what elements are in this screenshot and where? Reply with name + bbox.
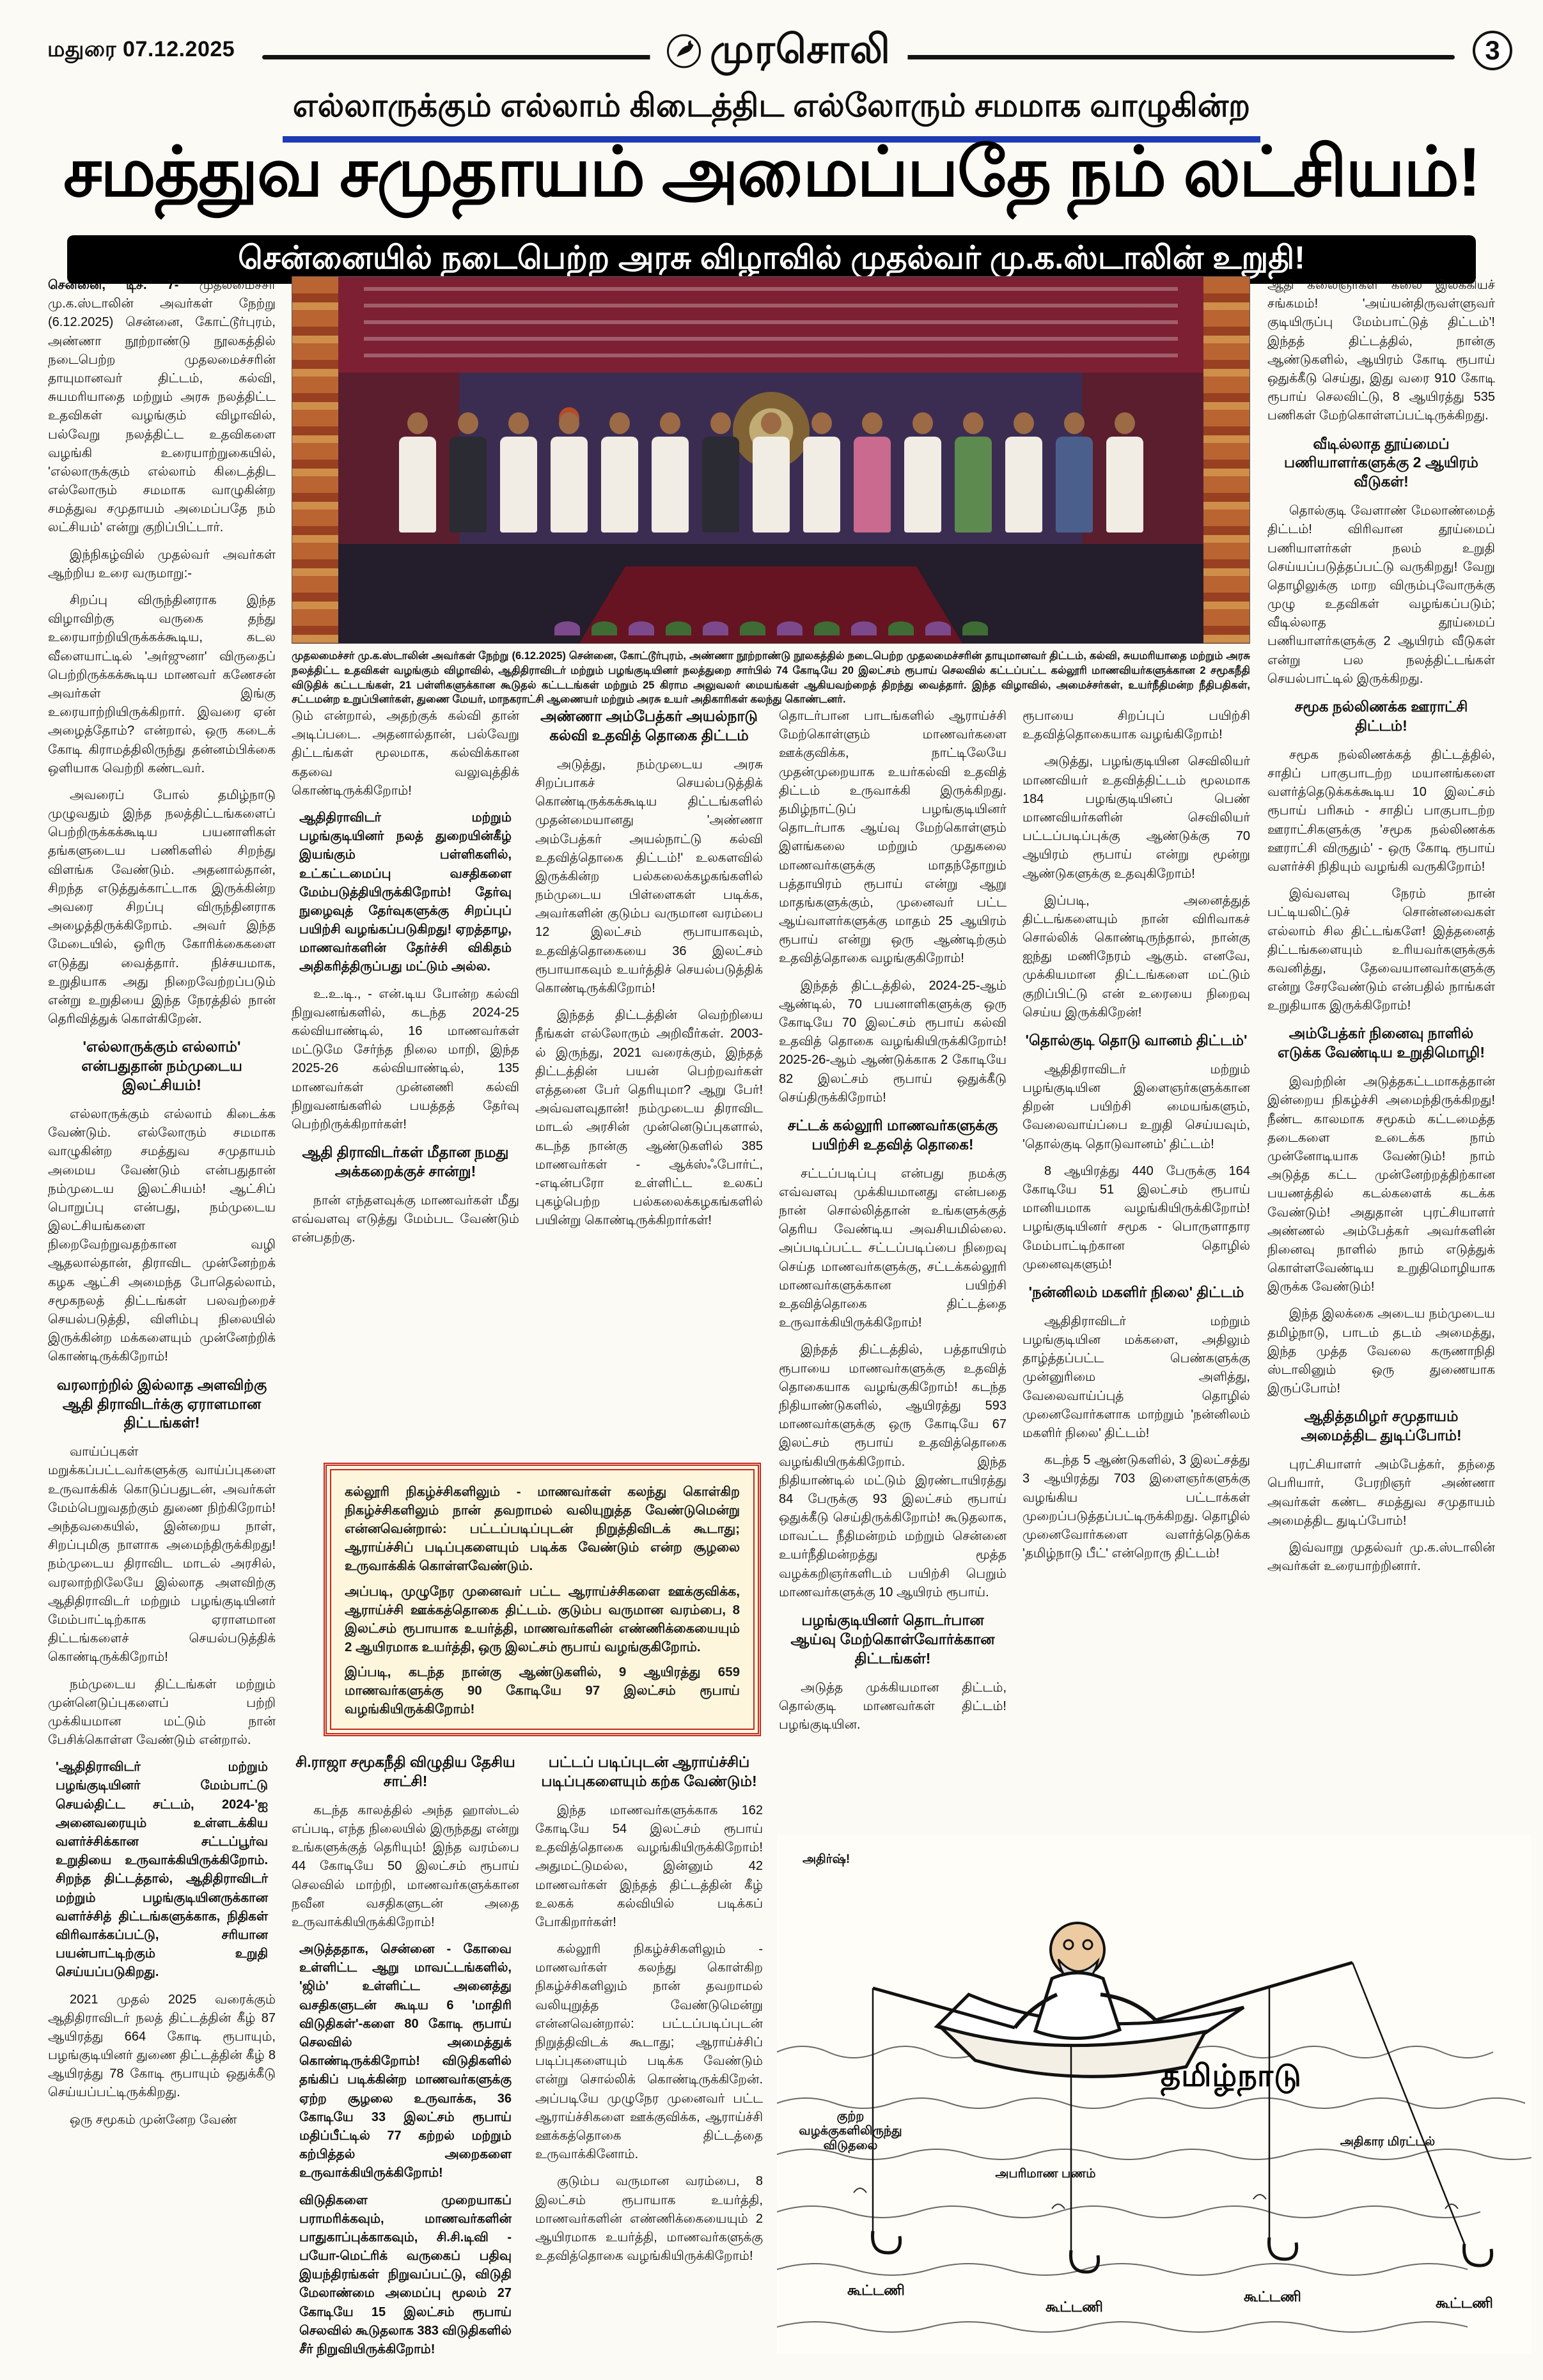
column-subhead: 'எல்லாருக்கும் எல்லாம்' என்பதுதான் நம்முடைய இலட்சியம்! bbox=[81, 1038, 242, 1094]
column-subhead: சட்டக் கல்லூரி மாணவர்களுக்கு பயிற்சி உதவித் தொகை! bbox=[787, 1116, 998, 1153]
body-paragraph: வாய்ப்புகள் மறுக்கப்பட்டவர்களுக்கு வாய்ப்புகளை உருவாக்கிக் கொடுப்பதுடன், அவர்கள் மேம்பெறுவதற்கும் துணை நிற்கிறோம்! அந்தவகையில், இன்றைய நாள், சிறப்புமிகு நாளாக அமைந்திருக்கிறது! நம்முடைய திராவிட மாடல் அரசில், வரலாற்றிலேயே இல்லாத அளவிற்கு ஆதிதிராவிடர் மற்றும் பழங்குடியினர் மேம்பாட்டிற்காக ஏராளமான திட்டங்களைச் செயல்படுத்திக் கொண்டிருக்கிறோம்! bbox=[48, 1445, 276, 1665]
column-3-lower bbox=[535, 1753, 763, 2365]
header-rule-left bbox=[262, 55, 655, 59]
body-paragraph: நான் எந்தளவுக்கு மாணவர்கள் மீது எவ்வளவு எடுத்து மேம்பட வேண்டும் என்பதற்கு. bbox=[292, 1193, 519, 1245]
body-paragraph: கல்லூரி நிகழ்ச்சிகளிலும் - மாணவர்கள் கலந்து கொள்கிற நிகழ்ச்சிகளிலும் நான் தவறாமல் வலியுறுத்த வேண்டுமென்று என்னவென்றால்: பட்டப்படிப்புடன் நிறுத்திவிடக் கூடாது; ஆராய்ச்சிப் படிப்புகளையும் படிக்க வேண்டும் என்று சொல்லிக் கொண்டிருக்கிறேன். அப்படியே முழுநேர முனைவர் பட்ட ஆராய்ச்சிகளை ஊக்குவிக்க, ஆராய்ச்சி ஊக்கத்தொகை திட்டத்தை உருவாக்கினோம். bbox=[535, 1942, 763, 2162]
body-paragraph: கடந்த 5 ஆண்டுகளில், 3 இலட்சத்து 3 ஆயிரத்து 703 இளைஞர்களுக்கு வழங்கிய பட்டாக்கள் முறைப்படுத்தப்பட்டிருக்கிறது. தொழில் முனைவோர்களை வளர்த்தெடுக்க 'தமிழ்நாடு பீட்' என்றொரு திட்டம்! bbox=[1022, 1453, 1250, 1561]
body-paragraph-bold: 'ஆதிதிராவிடர் மற்றும் பழங்குடியினர் மேம்பாட்டு செயல்திட்ட சட்டம், 2024-'ஐ அனைவரையும் உள்ளடக்கிய வளர்ச்சிக்கான சட்டப்பூர்வ உறுதியை உருவாக்கியிருக்கிறோம். சிறந்த திட்டத்தால், ஆதிதிராவிடர் மற்றும் பழங்குடியினருக்கான வளர்ச்சித் திட்டங்களுக்காக, நிதிகள் விரிவாக்கப்பட்டு, சரியான பயன்பாட்டிற்கும் உறுதி செய்யப்படுகிறது. bbox=[56, 1760, 268, 1980]
page-number: 3 bbox=[1473, 31, 1512, 70]
column-subhead: பழங்குடியினர் தொடர்பான ஆய்வு மேற்கொள்வோர்க்கான திட்டங்கள்! bbox=[790, 1612, 995, 1667]
main-headline: சமத்துவ சமுதாயம் அமைப்பதே நம் லட்சியம்! bbox=[63, 133, 1480, 210]
cartoon-label-hook: கூட்டணி bbox=[1436, 2295, 1493, 2311]
cartoon-label-hook: கூட்டணி bbox=[1046, 2299, 1103, 2315]
body-paragraph: குடும்ப வருமான வரம்பை, 8 இலட்சம் ரூபாயாக உயர்த்தி, மாணவர்களின் எண்ணிக்கையையும் 2 ஆயிரமாக உயர்த்தி, மாணவர்களுக்கு உதவித்தொகை வழங்கியிருக்கிறோம்! bbox=[535, 2174, 763, 2264]
cartoon-label-bait-right: அதிகார மிரட்டல் bbox=[1340, 2135, 1436, 2149]
sub-headline-bar: சென்னையில் நடைபெற்ற அரசு விழாவில் முதல்வர் மு.க.ஸ்டாலின் உறுதி! bbox=[67, 235, 1476, 284]
column-subhead: 'தொல்குடி தொடு வானம் திட்டம்' bbox=[1025, 1032, 1248, 1048]
column-3-upper bbox=[535, 707, 763, 1456]
body-paragraph: அடுத்த முக்கியமான திட்டம், தொல்குடி மாணவர்கள் திட்டம்! பழங்குடியின. bbox=[779, 1680, 1006, 1732]
page-header bbox=[45, 27, 1512, 77]
cartoon-label-hook: கூட்டணி bbox=[1244, 2289, 1301, 2305]
stage-banner bbox=[338, 277, 1203, 373]
masthead bbox=[650, 27, 907, 78]
body-paragraph: இந்த இலக்கை அடைய நம்முடைய தமிழ்நாடு, பாடம் தடம் அமைத்து, இந்த முத்த வேலை கருணாநிதி ஸ்டாலினும் ஒரு துணையாக இருப்போம்! bbox=[1267, 1307, 1495, 1396]
highlight-paragraph: இப்படி, கடந்த நான்கு ஆண்டுகளில், 9 ஆயிரத்து 659 மாணவர்களுக்கு 90 கோடியே 97 இலட்சம் ரூபாய் வழங்கியிருக்கிறோம்! bbox=[345, 1664, 740, 1717]
body-paragraph: உ.உ.டி., - என்.டிய போன்ற கல்வி நிறுவனங்களில், கடந்த 2024-25 கல்வியாண்டில், 16 மாணவர்கள் மட்டுமே சேர்ந்த நிலை மாறி, இந்த 2025-26 கல்வியாண்டில், 135 மாணவர்கள் முன்னணி கல்வி நிறுவனங்களில் பயத்தத் தேர்வு பெற்றிருக்கிறார்கள்! bbox=[292, 986, 519, 1132]
cartoon-label-bait-left: குற்ற வழக்குகளிலிருந்து விடுதலை bbox=[799, 2110, 902, 2152]
body-paragraph: அடுத்து, நம்முடைய அரசு சிறப்பாகச் செயல்படுத்திக் கொண்டிருக்கக்கூடிய திட்டங்களில் முதன்மையானது 'அண்ணா அம்பேத்கர் அயல்நாட்டு கல்வி உதவித்தொகை திட்டம்!' உலகளவில் இருக்கின்ற பல்கலைக்கழகங்களில் நம்முடைய பிள்ளைகள் படிக்க, அவர்களின் குடும்ப வருமான வரம்பை 12 இலட்சம் ரூபாயாகவும், உதவித்தொகையை 36 இலட்சம் ரூபாயாகவும் உயர்த்திச் செயல்படுத்திக் கொண்டிருக்கிறோம்! bbox=[535, 757, 763, 996]
photo-caption: முதலமைச்சர் மு.க.ஸ்டாலின் அவர்கள் நேற்று (6.12.2025) சென்னை, கோட்டூர்புரம், அண்ணா நூற்றாண்டு நூலகத்தில் நடைபெற்ற முதலமைச்சரின் தாயுமானவர் திட்டம், கல்வி, சுயமரியாதை மற்றும் அரசு நலத்திட்ட உதவிகள் வழங்கும் விழாவில், ஆதிதிராவிடர் மற்றும் பழங்குடியினர் நலத்துறை சார்பில் 74 கோடியே 20 இலட்சம் ரூபாய் செலவில் கட்டப்பட்ட கல்லூரி மாணவியர்களுக்கான 2 சமூகநீதி விடுதிக் கட்டடங்கள், 21 பள்ளிகளுக்கான கூடுதல் கட்டடங்கள் மற்றும் 25 கிராம அலுவலர் மையங்கள் ஆகியவற்றைத் திறந்து வைத்தார். இந்த விழாவில், அமைச்சர்கள், உயர்நீதிமன்ற நீதிபதிகள், சட்டமன்ற உறுப்பினர்கள், துணை மேயர், மாநகராட்சி ஆணையர் மற்றும் அரசு உயர் அதிகாரிகள் கலந்து கொண்டனர். bbox=[292, 650, 1250, 706]
body-paragraph-bold: விடுதிகளை முறையாகப் பராமரிக்கவும், மாணவர்களின் பாதுகாப்புக்காகவும், சி.சி.டிவி - பயோ-மெட்ரிக் வருகைப் பதிவு இயந்திரங்கள் நிறுவப்பட்டு, விடுதி மேலாண்மை அமைப்பு மூலம் 27 கோடியே 15 இலட்சம் ரூபாய் செலவில் கூடுதலாக 383 விடுதிகளில் சீர் நிறுவியிருக்கிறோம்! bbox=[299, 2193, 512, 2357]
body-paragraph: ஆதி கலைஞர்கள் கலை இலக்கியச் சங்கமம்! 'அய்யன்திருவள்ளுவர் குடியிருப்பு மேம்பாட்டுத் திட்டம்'! இந்தத் திட்டத்தில், நான்கு ஆண்டுகளில், ஆயிரம் கோடி ரூபாய் ஒதுக்கீடு செய்து, இது வரை 910 கோடி ரூபாய் செலவிட்டு, 8 ஆயிரத்து 535 பணிகள் மேற்கொள்ளப்பட்டிருக்கிறது. bbox=[1267, 278, 1495, 423]
body-paragraph: ஆதிதிராவிடர் மற்றும் பழங்குடியின மக்களை, அதிலும் தாழ்த்தப்பட்ட பெண்களுக்கு முன்னுரிமை அளித்து, வேலைவாய்ப்புத் தொழில் முனைவோர்களாக மாற்றும் 'நன்னிலம் மகளிர் நிலை' திட்டம்! bbox=[1022, 1314, 1250, 1440]
cartoon-label-luck: அதிர்ஷ்! bbox=[803, 1853, 850, 1866]
column-1 bbox=[48, 276, 276, 2363]
cartoon-drawing bbox=[777, 1835, 1531, 2354]
header-rule-right bbox=[905, 55, 1455, 59]
body-paragraph: ஆதிதிராவிடர் மற்றும் பழங்குடியின இளைஞர்களுக்கான திறன் பயிற்சி மையங்களும், வேலைவாய்ப்பை உறுதி செய்யவும், 'தொல்குடி தொடுவானம்' திட்டம்! bbox=[1022, 1062, 1250, 1151]
body-paragraph: இவற்றின் அடுத்தகட்டமாகத்தான் இன்றைய நிகழ்ச்சி அமைந்திருக்கிறது! நீண்ட காலமாக சமூகம் கட்டமைத்த தடைகளை உடைக்க நாம் முன்னோடியாக வேண்டும்! நாம் அடுத்த கட்ட முன்னேற்றத்திற்கான பயணத்தில் கடல்களைக் கடக்க வேண்டும்! அதுதான் புரட்சியாளர் அண்ணல் அம்பேத்கர் அவர்களின் நினைவு நாளில் நாம் எடுத்துக் கொள்ளவேண்டிய உறுதிமொழியாக இருக்க வேண்டும்! bbox=[1267, 1075, 1495, 1295]
highlight-paragraph: கல்லூரி நிகழ்ச்சிகளிலும் - மாணவர்கள் கலந்து கொள்கிற நிகழ்ச்சிகளிலும் நான் தவறாமல் வலியுறுத்த வேண்டுமென்று என்னவென்றால்: பட்டப்படிப்புடன் நிறுத்திவிடக் கூடாது; ஆராய்ச்சிப் படிப்புகளையும் படிக்க வேண்டும் என்ற சூழலை உருவாக்கிக் கொள்ளவேண்டும். bbox=[345, 1484, 740, 1574]
cartoon-label-bait-center: அபரிமாண பணம் bbox=[995, 2167, 1096, 2181]
dignitaries-row bbox=[353, 412, 1189, 533]
column-subhead: அம்பேத்கர் நினைவு நாளில் எடுக்க வேண்டிய உறுதிமொழி! bbox=[1278, 1025, 1485, 1061]
body-paragraph: இந்தத் திட்டத்தின் வெற்றியை நீங்கள் எல்லோரும் அறிவீர்கள். 2003-ல் இருந்து, 2021 வரைக்கும், இந்தத் திட்டத்தின் பயன் பெற்றவர்கள் எத்தனை பேர் தெரியுமா? ஆறு பேர்! அவ்வளவுதான்! நம்முடைய திராவிட மாடல் அரசின் முன்னெடுப்புகளால், கடந்த நான்கு ஆண்டுகளில் 385 மாணவர்கள் - ஆக்ஸ்ஃபோர்ட், -எடின்பரோ உள்ளிட்ட உலகப் புகழ்பெற்ற பல்கலைக்கழகங்களில் பயின்று கொண்டிருக்கிறார்கள்! bbox=[535, 1008, 763, 1228]
column-subhead: ஆதித்தமிழர் சமுதாயம் அமைத்திட துடிப்போம்! bbox=[1301, 1408, 1462, 1444]
body-paragraph: ரூபாயை சிறப்புப் பயிற்சி உதவித்தொகையாக வழங்கிறோம்! bbox=[1022, 709, 1250, 742]
body-paragraph-bold: ஆதிதிராவிடர் மற்றும் பழங்குடியினர் நலத் துறையின்கீழ் இயங்கும் பள்ளிகளில், உட்கட்டமைப்பு வசதிகளை மேம்படுத்தியிருக்கிறோம்! தேர்வு நுழைவுத் தேர்வுகளுக்கு சிறப்புப் பயிற்சி வழங்கப்படுகிறது! ஏறத்தாழ, மாணவர்களின் தேர்ச்சி விகிதம் அதிகரித்திருப்பது மட்டும் அல்ல. bbox=[299, 810, 512, 974]
body-paragraph: கடந்த காலத்தில் அந்த ஹாஸ்டல் எப்படி, எந்த நிலையில் இருந்தது என்று உங்களுக்குத் தெரியும்! இந்த வரம்பை 44 கோடியே 50 இலட்சம் ரூபாய் செலவில் மாற்றி, மாணவர்களுக்கான நவீன வசதிகளுடன் அதை உருவாக்கியிருக்கிறோம்! bbox=[292, 1803, 519, 1929]
highlight-quote-box bbox=[324, 1463, 761, 1736]
body-paragraph: இந்த மாணவர்களுக்காக 162 கோடியே 54 இலட்சம் ரூபாய் உதவித்தொகை வழங்கியிருக்கிறோம்! அதுமட்டுமல்ல, இன்னும் 42 மாணவர்கள் இந்தத் திட்டத்தின் கீழ் உலகக் கல்வியில் படிக்கப் போகிறார்கள்! bbox=[535, 1803, 763, 1929]
body-paragraph: சமூக நல்லிணக்கத் திட்டத்தில், சாதிப் பாகுபாடற்ற மயானங்களை வளர்த்தெடுக்கக்கூடிய 10 இலட்சம் ரூபாய் பரிசும் - சாதிப் பாகுபாடற்ற ஊராட்சிகளுக்கு 'சமூக நல்லிணக்க ஊராட்சி விருதும்' - ஒரு கோடி ரூபாய் வளர்ச்சி நிதியும் வழங்கி வருகிறோம்! bbox=[1267, 747, 1495, 874]
body-paragraph: ஒரு சமூகம் முன்னேற வேண் bbox=[70, 2112, 237, 2127]
cartoon-label-state: தமிழ்நாடு bbox=[1161, 2059, 1302, 2093]
body-paragraph: அவரைப் போல் தமிழ்நாடு முழுவதும் இந்த நலத்திட்டங்களைப் பெற்றிருக்கக்கூடிய பயனாளிகள் தங்களுடைய பணிகளில் சிறந்து விளங்க வேண்டும். அதனால்தான், சிறந்த எடுத்துக்காட்டாக இருக்கின்ற அவரை சிறப்பு விருந்தினராக அழைத்திருக்கிறோம். அவர் இந்த மேடையில், ஒரிரு கோரிக்கைகளை எடுத்து வைத்தார். நிச்சயமாக, உறுதியாக அது நிறைவேற்றப்படும் என்று உறுதியை இந்த நேரத்தில் நான் தெரிவித்துக் கொள்கிறேன். bbox=[48, 788, 276, 1027]
editorial-cartoon bbox=[777, 1835, 1531, 2354]
event-photo bbox=[292, 276, 1250, 644]
highlight-paragraph: அப்படி, முழுநேர முனைவர் பட்ட ஆராய்ச்சிகளை ஊக்குவிக்க, ஆராய்ச்சி ஊக்கத்தொகை திட்டம். குடும்ப வருமான வரம்பை, 8 இலட்சம் ரூபாயாக உயர்த்தி, மாணவர்களின் எண்ணிக்கையையும் 2 ஆயிரமாக உயர்த்தி, ஒரு இலட்சம் ரூபாய் வழங்குகிறோம். bbox=[345, 1583, 740, 1654]
column-subhead: 'நன்னிலம் மகளிர் நிலை' திட்டம் bbox=[1028, 1283, 1244, 1300]
column-subhead: சி.ராஜா சமூகநீதி விழுதிய தேசிய சாட்சி! bbox=[295, 1754, 515, 1789]
masthead-bird-icon bbox=[666, 34, 701, 72]
column-subhead: சமூக நல்லிணக்க ஊராட்சி திட்டம்! bbox=[1294, 698, 1468, 734]
body-paragraph: இவ்வாறு முதல்வர் மு.க.ஸ்டாலின் அவர்கள் உரையாற்றினார். bbox=[1267, 1540, 1495, 1574]
body-paragraph: இந்தத் திட்டத்தில், பத்தாயிரம் ரூபாயை மாணவர்களுக்கு உதவித் தொகையாக வழங்குகிறோம்! கடந்த நிதியாண்டுகளில், ஆயிரத்து 593 மாணவர்களுக்கு ஒரு கோடியே 67 இலட்சம் ரூபாய் உதவித்தொகை வழங்கியிருக்கிறோம். இந்த நிதியாண்டில் மட்டும் இரண்டாயிரத்து 84 பேருக்கு 93 இலட்சம் ரூபாய் ஒதுக்கீடு செய்திருக்கிறோம்! கூடுதலாக, மாவட்ட நீதிமன்றம் மற்றும் சென்னை உயர்நீதிமன்றத்து மூத்த வழக்கறிஞர்களிடம் பயிற்சி பெறும் மாணவர்களுக்கு 10 ஆயிரம் ரூபாய். bbox=[779, 1342, 1006, 1599]
masthead-title: முரசொலி bbox=[710, 27, 891, 72]
column-4 bbox=[779, 707, 1006, 1830]
edition-date: மதுரை 07.12.2025 bbox=[47, 37, 235, 61]
kicker-headline: எல்லாருக்கும் எல்லாம் கிடைத்திட எல்லோரும் சமமாக வாழுகின்ற bbox=[0, 87, 1543, 143]
body-paragraph: இந்நிகழ்வில் முதல்வர் அவர்கள் ஆற்றிய உரை வருமாறு:- bbox=[48, 547, 276, 580]
column-subhead: பட்டப் படிப்புடன் ஆராய்ச்சிப் படிப்புகளையும் கற்க வேண்டும்! bbox=[541, 1754, 757, 1789]
column-subhead: வீடில்லாத தூய்மைப் பணியாளர்களுக்கு 2 ஆயிரம் வீடுகள்! bbox=[1284, 435, 1478, 490]
column-2-upper bbox=[292, 707, 519, 1456]
body-paragraph: சிறப்பு விருந்தினராக இந்த விழாவிற்கு வருகை தந்து உரையாற்றியிருக்கக்கூடிய, கடல வீளையாட்டில் 'அர்ஜுனா' விருதைப் பெற்றிருக்கக்கூடிய மாணவர் கணேசன் அவர்கள் இங்கு உரையாற்றியிருக்கிறார். இவரை ஏன் அழைத்தோம்? என்றால், ஒரு கடைக் கோடி கிராமத்திலிருந்து தன்னம்பிக்கை ஒளியாக வெற்றி கண்டவர். bbox=[48, 593, 276, 775]
body-paragraph: தொல்குடி வேளாண் மேலாண்மைத் திட்டம்! விரிவான தூய்மைப் பணியாளர்கள் நலம் உறுதி செய்யப்படுத்தப்பட்டு வருகிறது! வேறு தொழிலுக்கு மாற விரும்புவோருக்கு முழு உதவிகள் வழங்கப்படும்; வீடில்லாத தூய்மைப் பணியாளர்களுக்கு 2 ஆயிரம் வீடுகள் என்று பல நலத்திட்டங்கள் செயல்பாட்டில் இருக்கிறது. bbox=[1267, 504, 1495, 686]
body-paragraph: இந்தத் திட்டத்தில், 2024-25-ஆம் ஆண்டில், 70 பயனாளிகளுக்கு ஒரு கோடியே 70 இலட்சம் ரூபாய் கல்வி உதவித் தொகை வழங்கியிருக்கிறோம்! 2025-26-ஆம் ஆண்டுக்காக 2 கோடியே 82 இலட்சம் ரூபாய் ஒதுக்கீடு செய்திருக்கிறோம்! bbox=[779, 978, 1006, 1105]
column-6 bbox=[1267, 276, 1495, 1830]
photo-ornament-right bbox=[1203, 277, 1249, 643]
column-5 bbox=[1022, 707, 1250, 1830]
body-paragraph: சட்டப்படிப்பு என்பது நமக்கு எவ்வளவு முக்கியமானது என்பதை நான் சொல்லித்தான் உங்களுக்குத் தெரிய வேண்டிய அவசியமில்லை. அப்படிப்பட்ட சட்டப்படிப்பை நிறைவு செய்த மாணவர்களுக்கு, சட்டக்கல்லூரி மாணவர்களுக்கான பயிற்சி உதவித்தொகை திட்டத்தை உருவாக்கியிருக்கிறோம்! bbox=[779, 1166, 1006, 1330]
body-paragraph: அடுத்து, பழங்குடியின செவிலியர் மாணவியர் உதவித்திட்டம் மூலமாக 184 பழங்குடியினப் பெண் மாணவியர்களின் செவிலியர் பட்டப்படிப்புக்கு ஆண்டுக்கு 70 ஆயிரம் ரூபாய் என்று மூன்று ஆண்டுகளுக்கு உதவுகிறோம்! bbox=[1022, 754, 1250, 881]
body-paragraph: 2021 முதல் 2025 வரைக்கும் ஆதிதிராவிடர் நலத் திட்டத்தின் கீழ் 87 ஆயிரத்து 664 கோடி ரூபாயும், பழங்குடியினர் துணை திட்டத்தின் கீழ் 8 ஆயிரத்து 78 கோடி ரூபாயும் ஒதுக்கீடு செய்யப்பட்டிருக்கிறது. bbox=[48, 1992, 276, 2100]
body-paragraph: 8 ஆயிரத்து 440 பேருக்கு 164 கோடியே 51 இலட்சம் ரூபாய் மானியமாக வழங்கியிருக்கிறோம்! பழங்குடியினர் சமூக - பொருளாதார மேம்பாட்டிற்கான தொழில் முனைவுகளும்! bbox=[1022, 1163, 1250, 1272]
cartoon-label-hook: கூட்டணி bbox=[847, 2282, 905, 2298]
body-paragraph: இவ்வளவு நேரம் நான் பட்டியலிட்டுச் சொன்னவைகள் எல்லாம் சில திட்டங்களே! இத்தனைத் திட்டங்களையும் உரியவர்களுக்குக் கவனித்து, தேவையானவர்களுக்கு என்று சேரவேண்டும் என்பதில் நாங்கள் உறுதியாக இருக்கிறோம்! bbox=[1267, 887, 1495, 1013]
column-subhead: வரலாற்றில் இல்லாத அளவிற்கு ஆதி திராவிடர்க்கு ஏராளமான திட்டங்கள்! bbox=[56, 1376, 267, 1431]
body-paragraph: தொடர்பான பாடங்களில் ஆராய்ச்சி மேற்கொள்ளும் மாணவர்களை ஊக்குவிக்க, நாட்டிலேயே முதன்முறையாக உயர்கல்வி உதவித் திட்டம் உருவாக்கி இருக்கிறது. தமிழ்நாட்டுப் பழங்குடியினர் தொடர்பாக ஆய்வு மேற்கொள்ளும் இளங்கலை மற்றும் முதுகலை மாணவர்களுக்கு மாதந்தோறும் பத்தாயிரம் ரூபாய் என்று ஆறு மாதங்களுக்கும், முனைவர் பட்ட ஆய்வாளர்களுக்கு மாதம் 25 ஆயிரம் ரூபாய் என்று ஒரு ஆண்டிற்கும் உதவித்தொகை வழங்குகிறோம்! bbox=[779, 709, 1006, 966]
column-2-lower bbox=[292, 1753, 519, 2365]
body-paragraph: இப்படி, அனைத்துத் திட்டங்களையும் நான் விரிவாகச் சொல்லிக் கொண்டிருந்தால், நான்கு ஐந்து மணிநேரம் ஆகும். எனவே, முக்கியமான திட்டங்களை மட்டும் குறிப்பிட்டு என் உரையை நிறைவு செய்ய இருக்கிறேன்! bbox=[1022, 893, 1250, 1020]
body-paragraph: நம்முடைய திட்டங்கள் மற்றும் முன்னெடுப்புகளைப் பற்றி முக்கியமான மட்டும் நான் பேசிக்கொள்ள வேண்டும் என்றால். bbox=[48, 1677, 276, 1748]
body-paragraph-bold: அடுத்ததாக, சென்னை - கோவை உள்ளிட்ட ஆறு மாவட்டங்களில், 'ஜிம்' உள்ளிட்ட அனைத்து வசதிகளுடன் கூடிய 6 'மாதிரி விடுதிகள்'-களை 80 கோடி ரூபாய் செலவில் அமைத்துக் கொண்டிருக்கிறோம்! விடுதிகளில் தங்கிப் படிக்கின்ற மாணவர்களுக்கு ஏற்ற சூழலை உருவாக்க, 36 கோடியே 33 இலட்சம் ரூபாய் மதிப்பீட்டில் 77 கற்றல் மற்றும் கற்பித்தல் அறைகளை உருவாக்கியிருக்கிறோம்! bbox=[299, 1942, 512, 2181]
photo-ornament-left bbox=[292, 277, 338, 643]
stage-flowers bbox=[343, 621, 1198, 638]
body-paragraph: எல்லாருக்கும் எல்லாம் கிடைக்க வேண்டும். எல்லோரும் சமமாக வாழுகின்ற சமத்துவ சமுதாயம் அமைய வேண்டும் என்பதுதான் நம்முடைய இலட்சியம்! ஆட்சிப் பொறுப்பு என்பது, நம்முடைய இலட்சியங்களை நிறைவேற்றுவதற்கான வழி ஆதலால்தான், திராவிட முன்னேற்றக் கழக ஆட்சி அமைந்த போதெல்லாம், சமூகநலத் திட்டங்கள் பலவற்றைச் செயல்படுத்தி, விளிம்பு நிலையில் இருக்கின்ற மக்களையும் முன்னேற்றிக் கொண்டிருக்கிறோம்! bbox=[48, 1107, 276, 1364]
column-subhead: ஆதி திராவிடர்கள் மீதான நமது அக்கறைக்குச் சான்று! bbox=[302, 1144, 509, 1180]
column-subhead: அண்ணா அம்பேத்கர் அயல்நாடு கல்வி உதவித் தொகை திட்டம் bbox=[540, 708, 758, 743]
body-paragraph: சென்னை, டிச. 7- முதலமைச்சர் மு.க.ஸ்டாலின் அவர்கள் நேற்று (6.12.2025) சென்னை, கோட்டூர்புரம், அண்ணா நூற்றாண்டு நூலகத்தில் நடைபெற்ற முதலமைச்சரின் தாயுமானவர் திட்டம், கல்வி, சுயமரியாதை மற்றும் அரசு நலத்திட்ட உதவிகள் வழங்கும் விழாவில், பல்வேறு நலத்திட்ட உதவிகளை வழங்கி உரையாற்றுகையில், 'எல்லாருக்கும் எல்லாம் கிடைத்திட எல்லோரும் சமமாக வாழுகின்ற சமத்துவ சமுதாயம் அமைப்பதே நம் லட்சியம்' என்று குறிப்பிட்டார். bbox=[48, 278, 276, 535]
body-paragraph: டும் என்றால், அதற்குக் கல்வி தான் அடிப்படை. அதனால்தான், பல்வேறு திட்டங்கள் மூலமாக, கல்விக்கான கதவை வலுவுத்திக் கொண்டிருக்கிறோம்! bbox=[292, 709, 519, 798]
body-paragraph: புரட்சியாளர் அம்பேத்கர், தந்தை பெரியார், பேரறிஞர் அண்ணா அவர்கள் கண்ட சமத்துவ சமுதாயம் அமைத்திட துடிப்போம்! bbox=[1267, 1458, 1495, 1528]
